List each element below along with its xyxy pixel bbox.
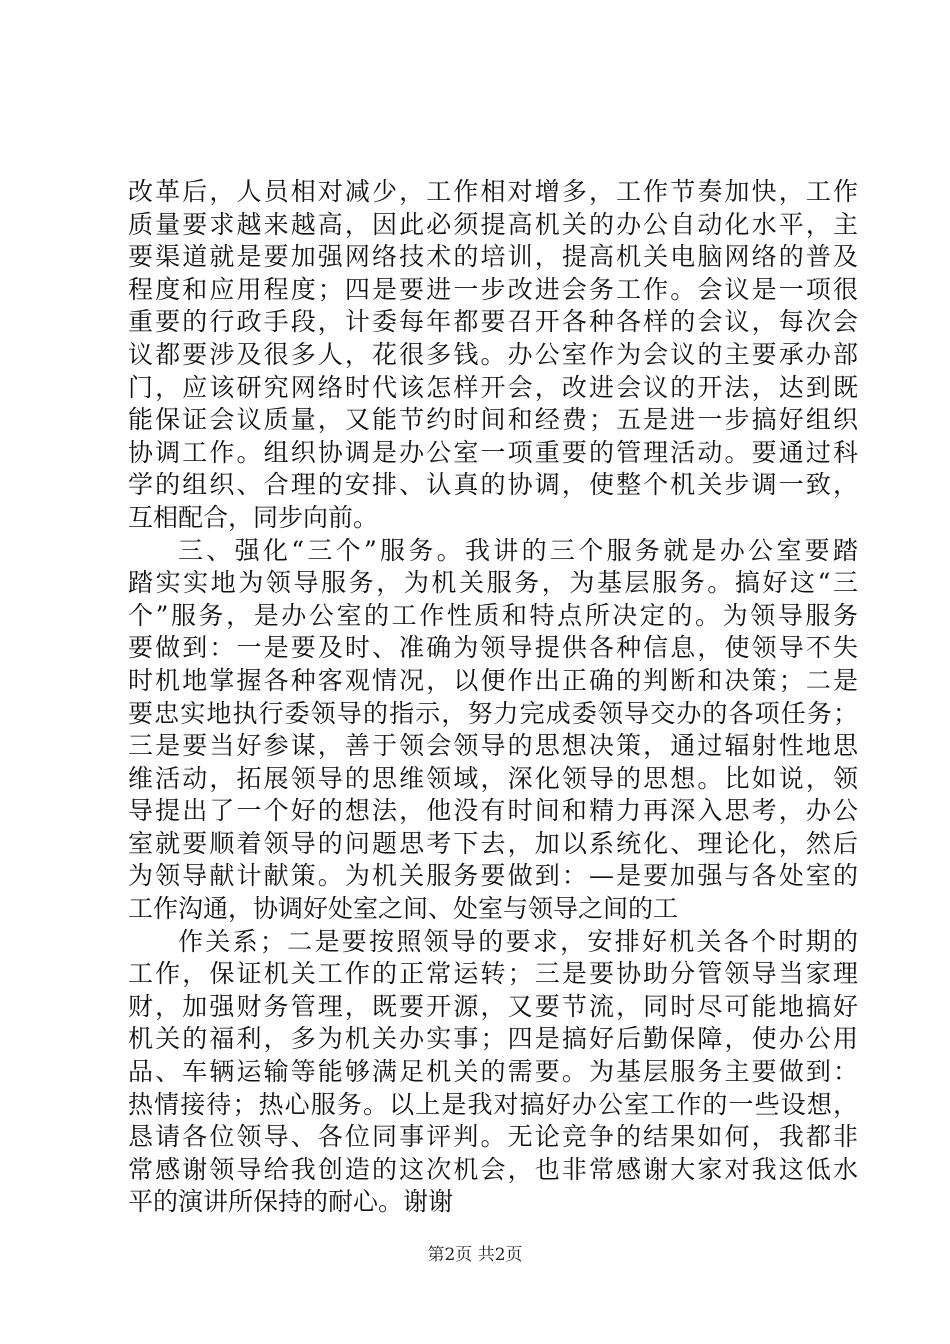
text-line: 改革后，人员相对减少，工作相对增多，工作节奏加快，工作: [128, 177, 858, 206]
text-line: 为领导献计献策。为机关服务要做到：—是要加强与各处室的: [128, 861, 858, 891]
text-line: 室就要顺着领导的问题思考下去，加以系统化、理论化，然后: [128, 828, 858, 858]
text-line: 时机地掌握各种客观情况，以便作出正确的判断和决策；二是: [128, 665, 858, 695]
text-line: 重要的行政手段，计委每年都要召开各种各样的会议，每次会: [128, 307, 858, 337]
text-line: 要忠实地执行委领导的指示，努力完成委领导交办的各项任务；: [128, 698, 858, 728]
text-line: 三、强化“三个”服务。我讲的三个服务就是办公室要踏: [178, 535, 858, 565]
text-line: 财，加强财务管理，既要开源，又要节流，同时尽可能地搞好: [128, 991, 858, 1021]
text-line: 个”服务，是办公室的工作性质和特点所决定的。为领导服务: [128, 600, 858, 630]
text-line: 协调工作。组织协调是办公室一项重要的管理活动。要通过科: [128, 437, 858, 467]
text-line: 要渠道就是要加强网络技术的培训，提高机关电脑网络的普及: [128, 242, 858, 272]
text-line: 要做到：一是要及时、准确为领导提供各种信息，使领导不失: [128, 633, 858, 663]
text-line: 互相配合，同步向前。: [128, 502, 379, 532]
text-line: 平的演讲所保持的耐心。谢谢: [128, 1187, 454, 1217]
text-line: 三是要当好参谋，善于领会领导的思想决策，通过辐射性地思: [128, 731, 858, 761]
text-line: 维活动，拓展领导的思维领域，深化领导的思想。比如说，领: [128, 763, 858, 793]
text-line: 热情接待；热心服务。以上是我对搞好办公室工作的一些设想，: [128, 1089, 858, 1119]
text-line: 恳请各位领导、各位同事评判。无论竞争的结果如何，我都非: [128, 1122, 858, 1152]
text-line: 作关系；二是要按照领导的要求，安排好机关各个时期的: [178, 926, 858, 956]
text-line: 程度和应用程度；四是要进一步改进会务工作。会议是一项很: [128, 274, 858, 304]
page-footer: 第2页 共2页: [427, 1245, 523, 1265]
text-line: 学的组织、合理的安排、认真的协调，使整个机关步调一致，: [128, 470, 858, 500]
text-line: 常感谢领导给我创造的这次机会，也非常感谢大家对我这低水: [128, 1154, 858, 1184]
paragraph: [128, 926, 858, 1219]
text-line: 工作沟通，协调好处室之间、处室与领导之间的工: [128, 894, 679, 924]
text-line: 品、车辆运输等能够满足机关的需要。为基层服务主要做到：: [128, 1057, 858, 1087]
text-line: 踏实实地为领导服务，为机关服务，为基层服务。搞好这“三: [128, 568, 858, 598]
text-line: 机关的福利，多为机关办实事；四是搞好后勤保障，使办公用: [128, 1024, 858, 1054]
body-text: [128, 176, 858, 1219]
text-line: 质量要求越来越高，因此必须提高机关的办公自动化水平，主: [128, 209, 858, 239]
text-line: 导提出了一个好的想法，他没有时间和精力再深入思考，办公: [128, 796, 858, 826]
text-line: 议都要涉及很多人，花很多钱。办公室作为会议的主要承办部: [128, 339, 858, 369]
text-line: 工作，保证机关工作的正常运转；三是要协助分管领导当家理: [128, 959, 858, 989]
paragraph: [128, 535, 858, 926]
text-line: 门，应该研究网络时代该怎样开会，改进会议的开法，达到既: [128, 372, 858, 402]
text-line: 能保证会议质量，又能节约时间和经费；五是进一步搞好组织: [128, 405, 858, 435]
paragraph: [128, 176, 858, 535]
